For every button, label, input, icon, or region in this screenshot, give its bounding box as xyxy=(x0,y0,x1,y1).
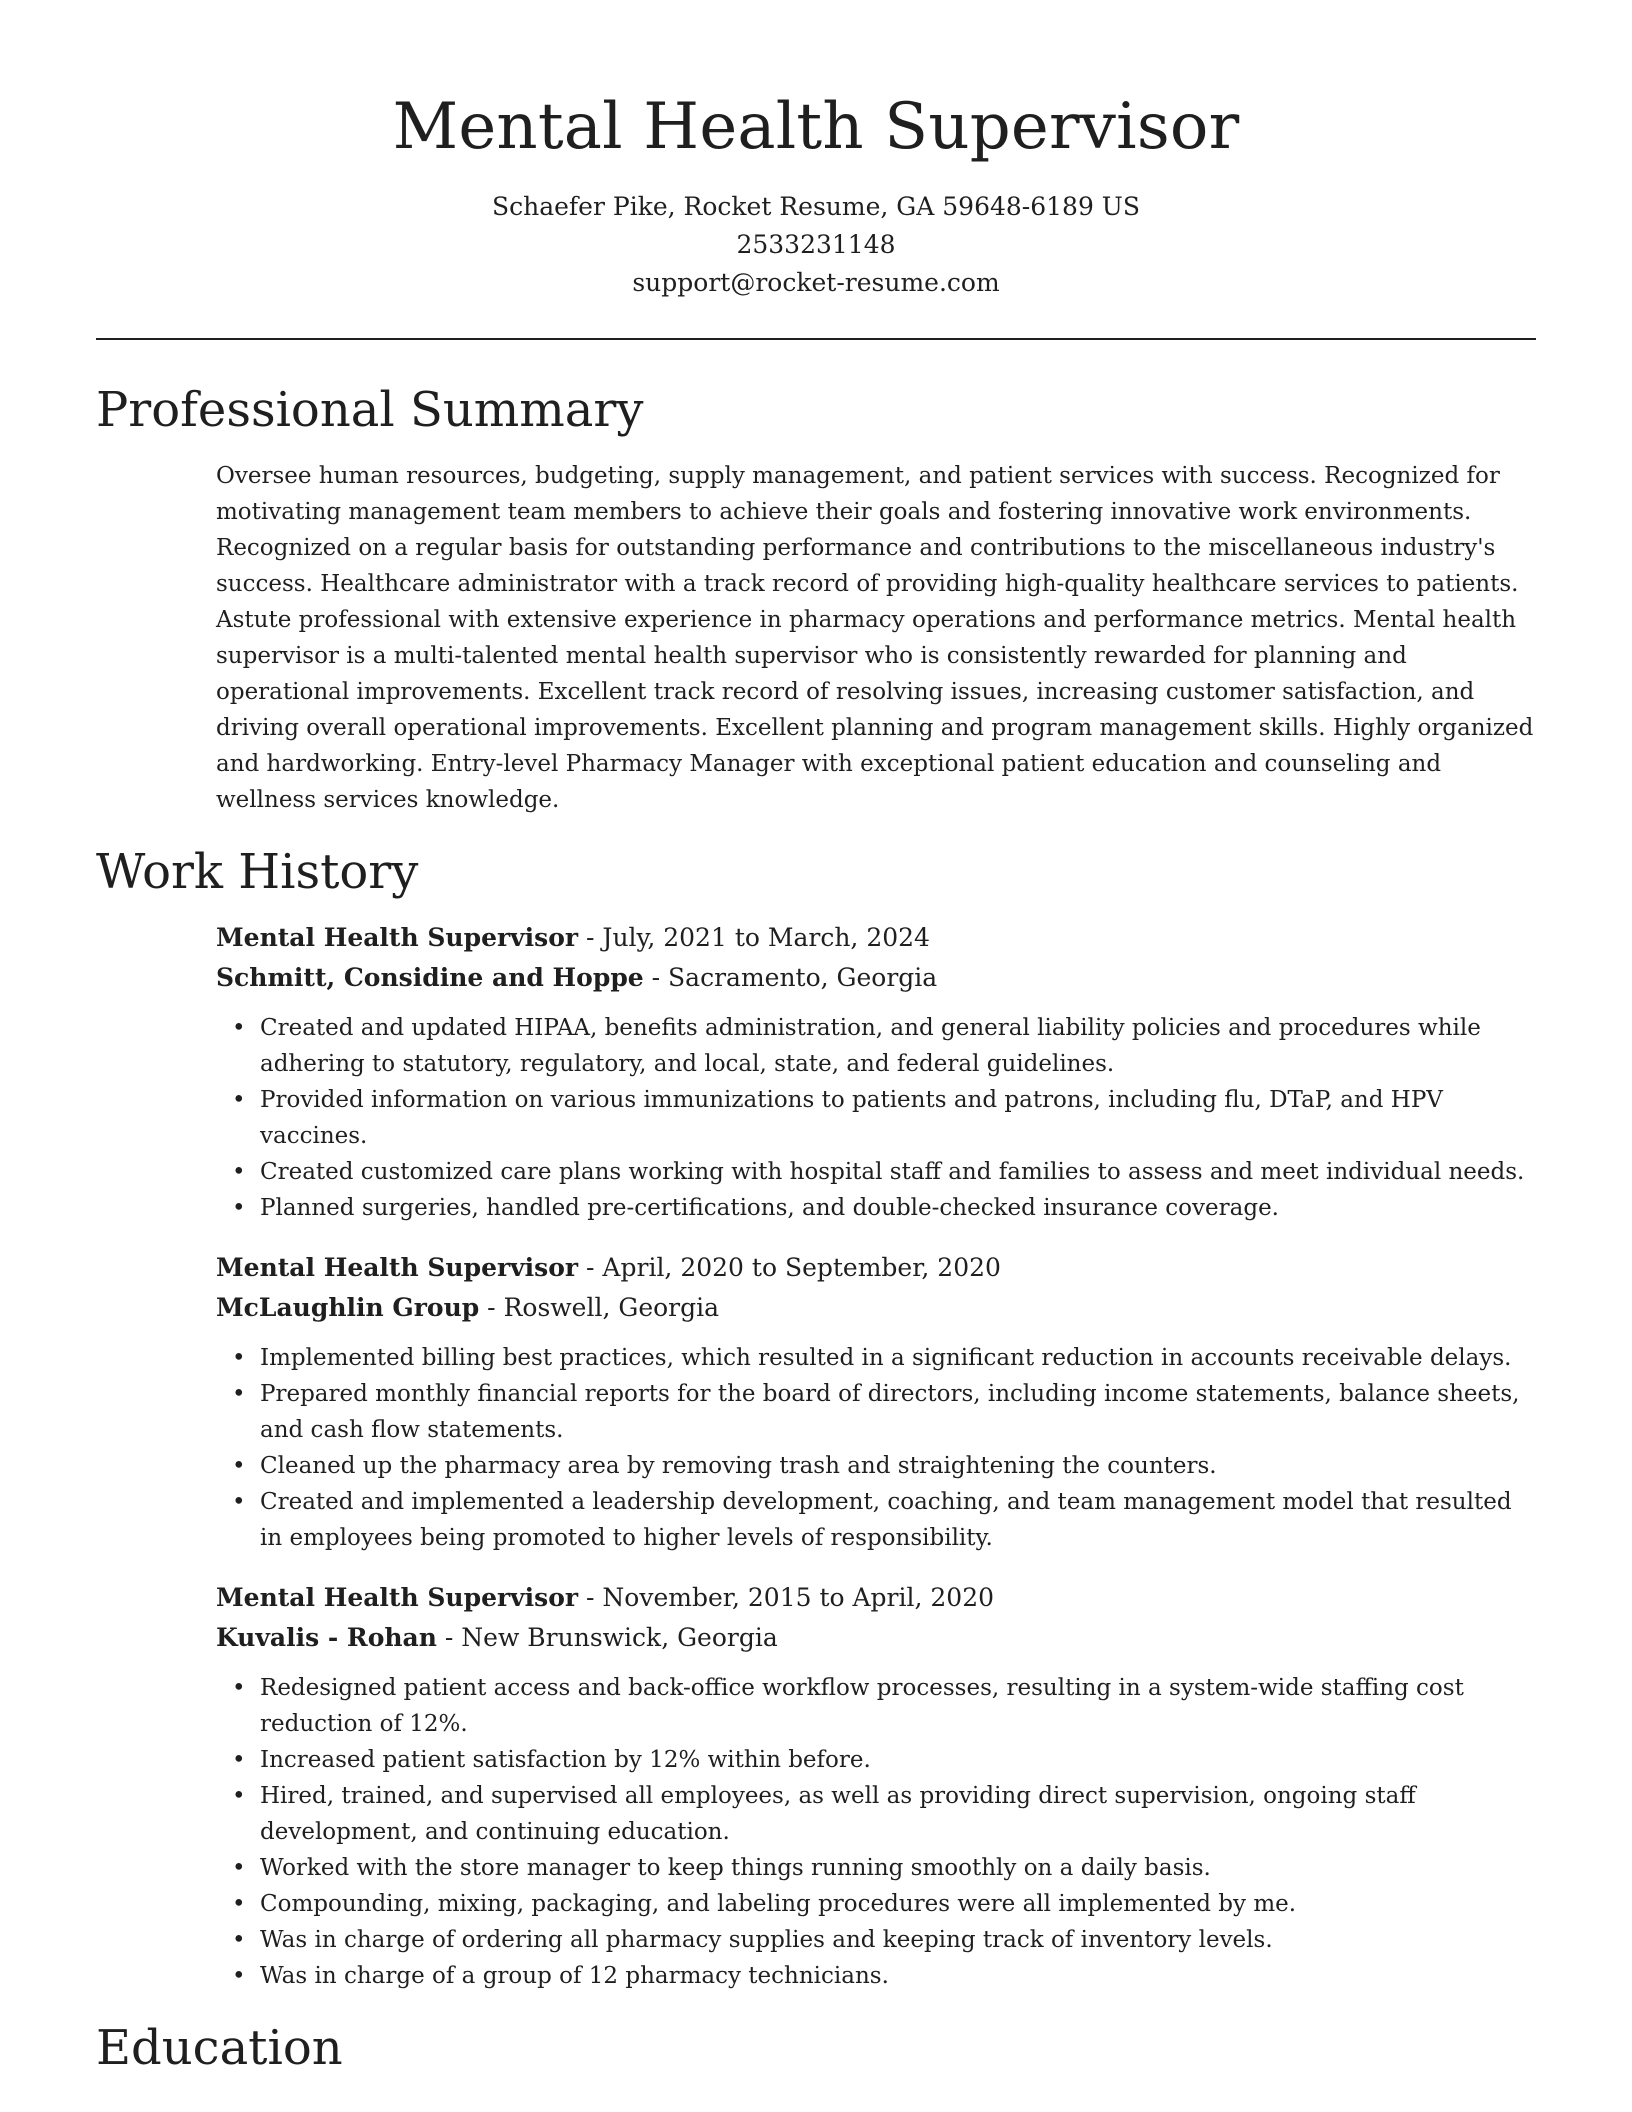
job-company: Schmitt, Considine and Hoppe xyxy=(216,963,644,992)
job-role-line xyxy=(216,1578,1536,1618)
job-role: Mental Health Supervisor xyxy=(216,1253,579,1282)
job-company-line xyxy=(216,1618,1536,1658)
job-role-line xyxy=(216,1248,1536,1288)
job-bullet: • Compounding, mixing, packaging, and labeling procedures were all implemented by me. xyxy=(260,1886,1536,1922)
job-bullet: • Provided information on various immunizations to patients and patrons, including flu, DTaP, and HPV vaccines. xyxy=(260,1082,1536,1154)
job-company-line xyxy=(216,1288,1536,1328)
job-bullets xyxy=(260,1670,1536,1994)
job-entry xyxy=(96,1248,1536,1556)
job-bullet: • Implemented billing best practices, which resulted in a significant reduction in accounts receivable delays. xyxy=(260,1340,1536,1376)
job-bullet: • Increased patient satisfaction by 12% within before. xyxy=(260,1742,1536,1778)
job-role: Mental Health Supervisor xyxy=(216,923,579,952)
header-divider xyxy=(96,338,1536,340)
summary-paragraph: Oversee human resources, budgeting, supply management, and patient services with success. Recognized for motivating management team members to achieve their goals and fostering innovative work environments. Recognized on a regular basis for outstanding performance and contributions to the miscellaneous industry's success. Healthcare administrator with a track record of providing high-quality healthcare services to patients. Astute professional with extensive experience in pharmacy operations and performance metrics. Mental health supervisor is a multi-talented mental health supervisor who is consistently rewarded for planning and operational improvements. Excellent track record of resolving issues, increasing customer satisfaction, and driving overall operational improvements. Excellent planning and program management skills. Highly organized and hardworking. Entry-level Pharmacy Manager with exceptional patient education and counseling and wellness services knowledge. xyxy=(216,463,1534,813)
job-bullet: • Created customized care plans working with hospital staff and families to assess and meet individual needs. xyxy=(260,1154,1536,1190)
job-bullet: • Redesigned patient access and back-office workflow processes, resulting in a system-wide staffing cost reduction of 12%. xyxy=(260,1670,1536,1742)
job-bullet: • Cleaned up the pharmacy area by removing trash and straightening the counters. xyxy=(260,1448,1536,1484)
job-bullet: • Planned surgeries, handled pre-certifications, and double-checked insurance coverage. xyxy=(260,1190,1536,1226)
job-dates: - July, 2021 to March, 2024 xyxy=(578,923,930,952)
education-heading: Education xyxy=(96,2020,343,2076)
resume-page xyxy=(96,0,1536,2080)
job-location: - Sacramento, Georgia xyxy=(643,963,938,992)
job-entry xyxy=(96,1578,1536,1994)
job-bullet: • Worked with the store manager to keep things running smoothly on a daily basis. xyxy=(260,1850,1536,1886)
work-history-heading: Work History xyxy=(96,844,419,900)
job-location: - Roswell, Georgia xyxy=(479,1293,720,1322)
email-text: support@rocket-resume.com xyxy=(632,268,1000,297)
candidate-title: Mental Health Supervisor xyxy=(392,90,1240,164)
job-company-line xyxy=(216,958,1536,998)
job-role-line xyxy=(216,918,1536,958)
job-role: Mental Health Supervisor xyxy=(216,1583,579,1612)
job-bullets xyxy=(260,1010,1536,1226)
job-dates: - November, 2015 to April, 2020 xyxy=(578,1583,995,1612)
job-location: - New Brunswick, Georgia xyxy=(436,1623,778,1652)
job-bullet: • Hired, trained, and supervised all employees, as well as providing direct supervision, ongoing staff development, and continuing education. xyxy=(260,1778,1536,1850)
job-bullet: • Prepared monthly financial reports for the board of directors, including income statements, balance sheets, and cash flow statements. xyxy=(260,1376,1536,1448)
phone-text: 2533231148 xyxy=(736,230,896,259)
job-company: McLaughlin Group xyxy=(216,1293,480,1322)
job-dates: - April, 2020 to September, 2020 xyxy=(578,1253,1001,1282)
contact-info xyxy=(96,188,1536,302)
job-company: Kuvalis - Rohan xyxy=(216,1623,437,1652)
job-bullets xyxy=(260,1340,1536,1556)
address-text: Schaefer Pike, Rocket Resume, GA 59648-6189 US xyxy=(492,192,1140,221)
job-bullet: • Was in charge of a group of 12 pharmacy technicians. xyxy=(260,1958,1536,1994)
resume-header xyxy=(96,0,1536,302)
job-entry xyxy=(96,918,1536,1226)
summary-heading: Professional Summary xyxy=(96,382,644,438)
job-bullet: • Created and implemented a leadership development, coaching, and team management model that resulted in employees being promoted to higher levels of responsibility. xyxy=(260,1484,1536,1556)
job-bullet: • Created and updated HIPAA, benefits administration, and general liability policies and procedures while adhering to statutory, regulatory, and local, state, and federal guidelines. xyxy=(260,1010,1536,1082)
job-bullet: • Was in charge of ordering all pharmacy supplies and keeping track of inventory levels. xyxy=(260,1922,1536,1958)
